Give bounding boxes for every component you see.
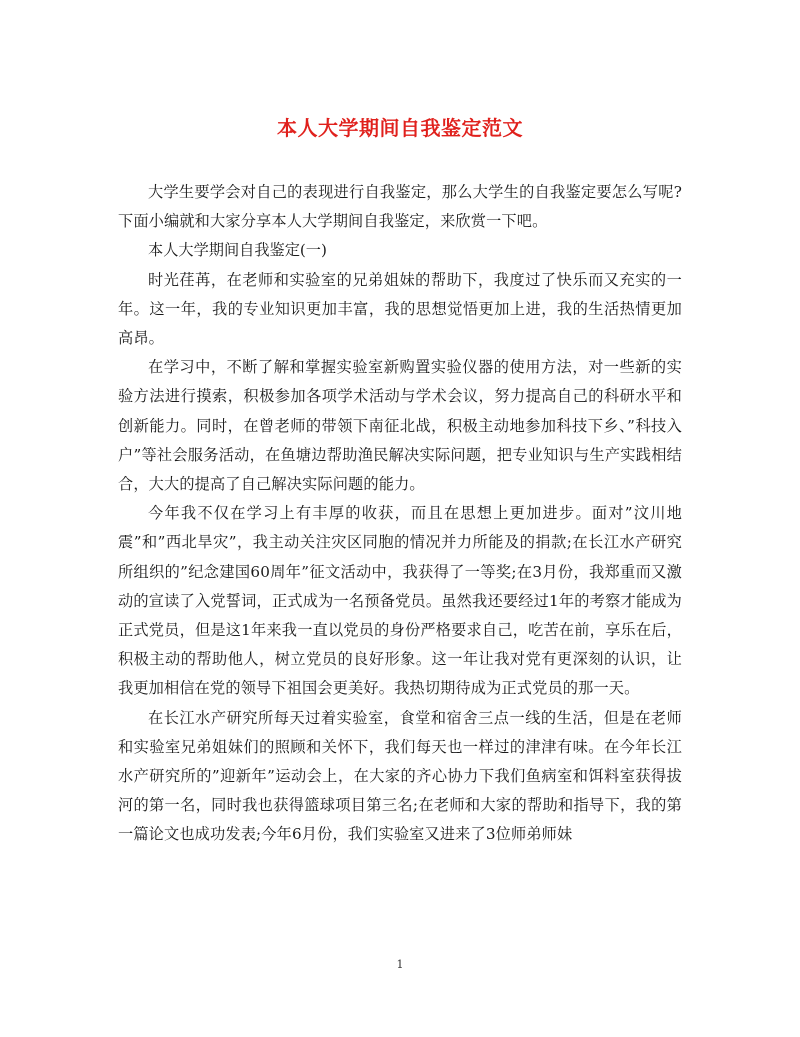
page-number: 1 — [396, 958, 404, 971]
body-paragraph-4: 在长江水产研究所每天过着实验室，食堂和宿舍三点一线的生活，但是在老师和实验室兄弟姐妹们的照顾和关怀下，我们每天也一样过的津津有味。在今年长江水产研究所的”迎新年”运动会上，在大家的齐心协力下我们鱼病室和饵料室获得拔河的第一名，同时我也获得篮球项目第三名;在老师和大家的帮助和指导下，我的第一篇论文也成功发表;今年6月份，我们实验室又进来了3位师弟师妹 — [118, 708, 682, 844]
document-title: 本人大学期间自我鉴定范文 — [277, 116, 523, 140]
document-body — [118, 178, 682, 850]
body-paragraph-1: 时光荏苒，在老师和实验室的兄弟姐妹的帮助下，我度过了快乐而又充实的一年。这一年，我的专业知识更加丰富，我的思想觉悟更加上进，我的生活热情更加高昂。 — [118, 270, 682, 348]
intro-paragraph: 大学生要学会对自己的表现进行自我鉴定，那么大学生的自我鉴定要怎么写呢?下面小编就和大家分享本人大学期间自我鉴定，来欣赏一下吧。 — [118, 183, 682, 231]
body-paragraph-2: 在学习中，不断了解和掌握实验室新购置实验仪器的使用方法，对一些新的实验方法进行摸索，积极参加各项学术活动与学术会议，努力提高自己的科研水平和创新能力。同时，在曾老师的带领下南征北战，积极主动地参加科技下乡、”科技入户”等社会服务活动，在鱼塘边帮助渔民解决实际问题，把专业知识与生产实践相结合，大大的提高了自己解决实际问题的能力。 — [118, 358, 682, 494]
body-paragraph-3: 今年我不仅在学习上有丰厚的收获，而且在思想上更加进步。面对”汶川地震”和”西北旱灾”，我主动关注灾区同胞的情况并力所能及的捐款;在长江水产研究所组织的”纪念建国60周年”征文活动中，我获得了一等奖;在3月份，我郑重而又激动的宣读了入党誓词，正式成为一名预备党员。虽然我还要经过1年的考察才能成为正式党员，但是这1年来我一直以党员的身份严格要求自己，吃苦在前，享乐在后，积极主动的帮助他人，树立党员的良好形象。这一年让我对党有更深刻的认识，让我更加相信在党的领导下祖国会更美好。我热切期待成为正式党员的那一天。 — [118, 504, 682, 698]
section-heading: 本人大学期间自我鉴定(一) — [148, 241, 327, 260]
